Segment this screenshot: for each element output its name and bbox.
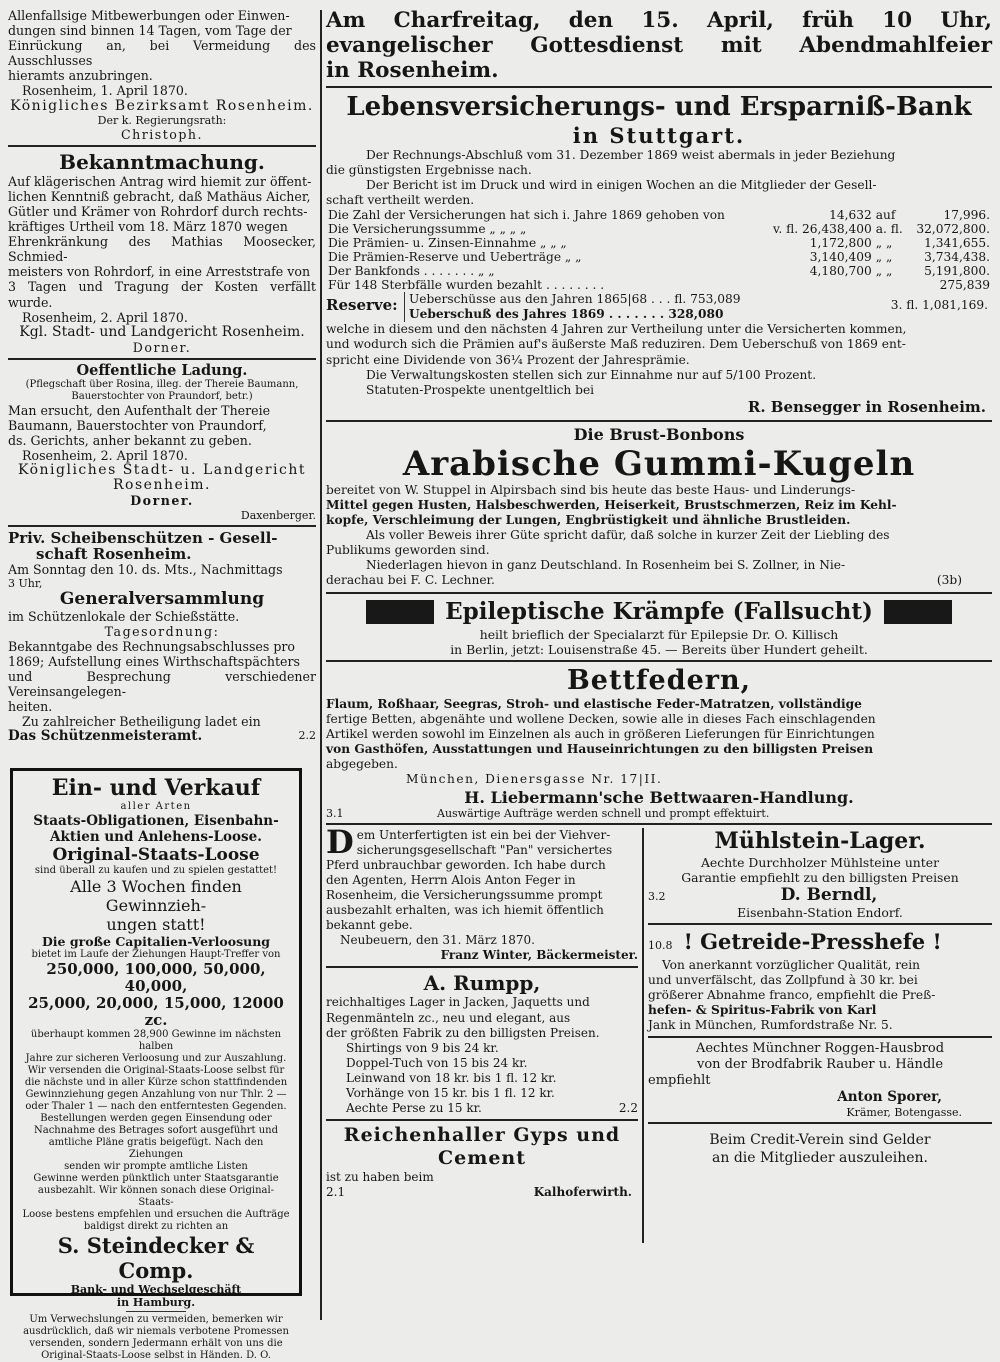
- firm-sub: Bank- und Wechselgeschäft: [70, 1283, 242, 1296]
- authority: Rosenheim.: [113, 477, 211, 494]
- oeffentliche-ladung: [8, 363, 316, 522]
- ad-line: Die große Capitalien-Verloosung: [41, 934, 271, 949]
- body-line: ausbezahlt erhalten, was ich hiemit öffentlich: [326, 903, 604, 918]
- ad-code: 3.1: [326, 806, 344, 820]
- body-line: in Berlin, jetzt: Louisenstraße 45. — Bereits über Hundert geheilt.: [450, 642, 868, 657]
- tail-line: ausdrücklich, daß wir niemals verbotene Promessen: [23, 1326, 289, 1337]
- title-row: [648, 928, 992, 958]
- lower-columns: [326, 822, 992, 1253]
- body-line: Aechte Durchholzer Mühlsteine unter: [700, 854, 940, 870]
- tail-row: [326, 807, 992, 820]
- row-value: 275,839: [939, 278, 990, 293]
- role: Der k. Regierungsrath:: [97, 113, 227, 127]
- body-line: 3 Uhr,: [8, 576, 43, 590]
- body-line: Regenmänteln zc., neu und elegant, aus: [326, 1010, 571, 1025]
- row-label: Für 148 Sterbfälle wurden bezahlt . . . . . . . .: [328, 278, 605, 293]
- body-line: fertige Betten, abgenähte und wollene Decken, sowie alle in dieses Fach einschlagenden: [326, 712, 876, 727]
- row-value: 32,072,800.: [916, 222, 990, 237]
- body-line: Am Sonntag den 10. ds. Mts., Nachmittags: [8, 561, 283, 577]
- seller-row: [326, 1185, 638, 1200]
- ad-code: 2.2: [618, 1101, 638, 1116]
- body-line: Mittel gegen Husten, Halsbeschwerden, Heiserkeit, Brustschmerzen, Reiz im Kehl-: [326, 497, 897, 512]
- divider: [648, 1122, 992, 1124]
- ad-body-line: Bestellungen werden gegen Einsendung oder: [40, 1113, 272, 1124]
- place-date: Rosenheim, 1. April 1870.: [22, 83, 188, 99]
- seller-name: D. Berndl,: [780, 884, 878, 905]
- tail-line: Auswärtige Aufträge werden schnell und prompt effektuirt.: [437, 806, 770, 820]
- row-from: 3,140,409: [809, 250, 872, 265]
- black-bar-right: [884, 600, 952, 624]
- row-to: „ „: [875, 264, 893, 279]
- prize-numbers: 250,000, 100,000, 50,000, 40,000,: [46, 960, 266, 995]
- body-line: den Agenten, Herrn Alois Anton Feger in: [326, 872, 576, 887]
- row-to: „ „: [875, 236, 893, 251]
- row-from: 1,172,800: [809, 236, 872, 251]
- body-line: lichen Kenntniß gebracht, daß Mathäus Aicher,: [8, 188, 311, 204]
- body-line: meisters von Rohrdorf, in eine Arreststrafe von: [8, 264, 311, 280]
- agenda-line: Bekanntgabe des Rechnungsabschlusses pro: [8, 638, 295, 654]
- prize-numbers: 25,000, 20,000, 15,000, 12000 zc.: [28, 994, 284, 1029]
- ad-body-line: oder Thaler 1 — nach den entferntesten Gegenden.: [25, 1101, 287, 1112]
- body-line: ist zu haben beim: [326, 1170, 434, 1185]
- ad-body-line: Loose bestens empfehlen und ersuchen die Aufträge: [22, 1209, 290, 1220]
- agenda-line: und Besprechung verschiedener Vereinsangelegen-: [8, 669, 316, 700]
- gyps-ad: [326, 1124, 638, 1200]
- invite: Zu zahlreicher Betheiligung ladet ein: [22, 714, 261, 730]
- notice-bezirksamt: [8, 8, 316, 142]
- row-label: Die Prämien-Reserve und Ueberträge „ „: [328, 250, 582, 265]
- bank-city: in Stuttgart.: [572, 123, 746, 148]
- ad-line: ungen statt!: [106, 915, 206, 934]
- ad-sub: aller Arten: [120, 801, 192, 812]
- body-line: Flaum, Roßhaar, Seegras, Stroh- und elastische Feder-Matratzen, vollständige: [326, 697, 862, 711]
- body-line: von Gasthöfen, Ausstattungen und Hauseinrichtungen zu den billigsten Preisen: [326, 742, 874, 757]
- body-line: Man ersucht, den Aufenthalt der Thereie: [8, 402, 271, 418]
- divider: [326, 823, 992, 825]
- body-line: von der Brodfabrik Rauber u. Händle: [696, 1057, 944, 1073]
- agent: R. Bensegger in Rosenheim.: [747, 397, 986, 416]
- ad-code: (3b): [936, 573, 962, 588]
- divider: [326, 420, 992, 422]
- ad-code: 2.2: [298, 729, 316, 743]
- ad-code: 10.8: [648, 938, 673, 952]
- ad-code: 2.1: [326, 1185, 346, 1200]
- ad-title: Reichenhaller Gyps und: [343, 1124, 621, 1147]
- body-line: größerer Abnahme franco, empfiehlt die Preß-: [648, 988, 936, 1003]
- ad-line: Staats-Obligationen, Eisenbahn-: [33, 813, 279, 829]
- row-value: 17,996.: [943, 208, 990, 223]
- body-line: kopfe, Verschleimung der Lungen, Engbrüstigkeit und ähnliche Brustleiden.: [326, 513, 851, 528]
- body-line: bekannt gebe.: [326, 918, 413, 933]
- row-label: Die Zahl der Versicherungen hat sich i. Jahre 1869 gehoben von: [328, 208, 725, 223]
- ad-title: Cement: [438, 1147, 526, 1170]
- row-to: „ „: [875, 250, 893, 265]
- body-line: sicherungsgesellschaft "Pan" versichertes: [356, 842, 613, 857]
- row-to: [874, 278, 908, 292]
- body-line: an die Mitglieder auszuleihen.: [712, 1150, 928, 1167]
- row-label: Der Bankfonds . . . . . . . „ „: [328, 264, 495, 279]
- notice-line: Einrückung an, bei Vermeidung des Ausschlusses: [8, 38, 316, 69]
- bettfedern-ad: [326, 665, 992, 820]
- notice-line: Allenfallsige Mitbewerbungen oder Einwen-: [8, 8, 290, 23]
- address: München, Dienersgasse Nr. 17|II.: [406, 772, 663, 787]
- section-title: Bekanntmachung.: [59, 149, 265, 174]
- body-line: die günstigsten Ergebnisse nach.: [326, 163, 532, 178]
- ad-line: Alle 3 Wochen finden Gewinnzieh-: [70, 877, 242, 915]
- body-line: Beim Credit-Verein sind Gelder: [709, 1132, 931, 1149]
- rumpp-ad: [326, 971, 638, 1116]
- firm-name: H. Liebermann'sche Bettwaaren-Handlung.: [464, 787, 854, 807]
- body-line: und unverfälscht, das Zollpfund à 30 kr. bei: [648, 972, 918, 987]
- divider: [8, 525, 316, 527]
- body-line: Der Bericht ist im Druck und wird in einigen Wochen an die Mitglieder der Gesell-: [366, 178, 877, 193]
- reserve-label: Reserve:: [326, 296, 398, 315]
- body-line: Baumann, Bauerstochter von Praundorf,: [8, 417, 267, 433]
- table-row: [326, 264, 992, 278]
- table-row: [326, 250, 992, 264]
- bank-title: Lebensversicherungs- und Ersparniß-Bank: [346, 92, 972, 122]
- body-line: der größten Fabrik zu den billigsten Preisen.: [326, 1025, 600, 1040]
- body-line: Von anerkannt vorzüglicher Qualität, rein: [662, 957, 921, 972]
- body-line: schaft vertheilt werden.: [326, 193, 475, 208]
- schuetzen-notice: [8, 530, 316, 745]
- firm-name: S. Steindecker & Comp.: [57, 1233, 255, 1283]
- divider: [326, 966, 638, 968]
- divider: [326, 86, 992, 88]
- row-label: Die Versicherungssumme „ „ „ „: [328, 222, 527, 237]
- last-item-row: [326, 1101, 638, 1116]
- epilepsie-ad: [326, 597, 992, 658]
- body-line: Als voller Beweis ihrer Güte spricht dafür, daß solche in kurzer Zeit der Liebling des: [366, 528, 890, 543]
- section-title: Oeffentliche Ladung.: [76, 361, 248, 379]
- divider: [8, 358, 316, 360]
- sub-column-divider: [642, 828, 644, 1243]
- last-line: [326, 573, 992, 588]
- row-to: auf: [875, 208, 896, 223]
- divider: [126, 1311, 186, 1312]
- place-date: Rosenheim, 2. April 1870.: [22, 448, 188, 464]
- ad-line: Aktien und Anlehens-Loose.: [50, 829, 262, 845]
- authority: Kgl. Stadt- und Landgericht Rosenheim.: [19, 323, 305, 340]
- row-from: 4,180,700: [809, 264, 872, 279]
- body-line: abgegeben.: [326, 757, 398, 772]
- pan-notice: [326, 822, 638, 964]
- sub-line: (Pflegschaft über Rosina, illeg. der Thereie Baumann,: [25, 378, 299, 390]
- reserve-line: Ueberschüsse aus den Jahren 1865|68 . . . fl. 753,089: [404, 292, 789, 307]
- body-line: und wodurch sich die Prämien auf's äußerste Maß reduziren. Dem Ueberschuß von 1869 ent-: [326, 337, 906, 352]
- body-line: im Schützenlokale der Schießstätte.: [8, 608, 240, 624]
- section-title: Priv. Scheibenschützen - Gesell-: [8, 528, 278, 547]
- ad-code: 3.2: [648, 889, 666, 903]
- lower-left-column: [326, 822, 638, 1201]
- signer-line: [8, 729, 316, 744]
- body-line: Statuten-Prospekte unentgeltlich bei: [366, 382, 595, 397]
- row-value: 3,734,438.: [924, 250, 990, 265]
- divider: [326, 592, 992, 594]
- divider: [8, 145, 316, 147]
- notice-line: evangelischer Gottesdienst mit Abendmahlfeier: [326, 33, 992, 58]
- row-label: Die Prämien- u. Zinsen-Einnahme „ „ „: [328, 236, 567, 251]
- tail-line: versenden, sondern Jedermann erhält von uns die: [29, 1338, 283, 1349]
- divider: [648, 923, 992, 925]
- table-row: [326, 278, 992, 292]
- body-line: Publikums geworden sind.: [326, 543, 490, 558]
- body-line: Auf klägerischen Antrag wird hiemit zur öffent-: [8, 173, 312, 189]
- reserve-total: 3. fl. 1,081,169.: [890, 298, 988, 313]
- body-line: Gütler und Krämer von Rohrdorf durch rechts-: [8, 203, 308, 219]
- seller: Kalhoferwirth.: [533, 1185, 632, 1200]
- authority: Königliches Stadt- u. Landgericht: [18, 462, 306, 479]
- ad-title: Epileptische Krämpfe (Fallsucht): [445, 598, 873, 625]
- price-item: Leinwand von 18 kr. bis 1 fl. 12 kr.: [346, 1070, 557, 1085]
- pre-title: Die Brust-Bonbons: [573, 424, 745, 444]
- row-from: 14,632: [829, 208, 872, 223]
- ad-body-line: überhaupt kommen 28,900 Gewinne im nächsten halben: [30, 1029, 282, 1052]
- row-from: [762, 278, 874, 292]
- ad-body-line: senden wir prompte amtliche Listen: [64, 1161, 248, 1172]
- body-line: kräftiges Urtheil vom 18. März 1870 wegen: [8, 219, 288, 235]
- ad-title: Bettfedern,: [566, 665, 752, 696]
- signer: Das Schützenmeisteramt.: [8, 728, 203, 745]
- body-line: bereitet von W. Stuppel in Alpirsbach sind bis heute das beste Haus- und Linderungs-: [326, 482, 856, 497]
- body-line: em Unterfertigten ist ein bei der Viehver-: [356, 827, 611, 842]
- place-date: Rosenheim, 2. April 1870.: [22, 309, 188, 325]
- ad-headline: Original-Staats-Loose: [52, 845, 260, 865]
- ad-line: sind überall zu kaufen und zu spielen gestattet!: [34, 865, 278, 876]
- row-to: a. fl.: [875, 222, 903, 237]
- body-line: heilt brieflich der Specialarzt für Epilepsie Dr. O. Killisch: [479, 627, 839, 642]
- lower-right-column: [648, 828, 992, 1168]
- ad-title: Arabische Gummi-Kugeln: [402, 443, 916, 484]
- row-from: v. fl. 26,438,400: [772, 222, 872, 237]
- row-value: 5,191,800.: [924, 264, 990, 279]
- body-line: Pferd unbrauchbar geworden. Ich habe durch: [326, 857, 606, 872]
- body-line: Jank in München, Rumfordstraße Nr. 5.: [648, 1018, 893, 1033]
- agenda-line: heiten.: [8, 699, 53, 715]
- ad-title: A. Rumpp,: [423, 971, 541, 996]
- table-row: [326, 208, 992, 222]
- drop-initial: D: [326, 822, 354, 861]
- seller-place: Eisenbahn-Station Endorf.: [737, 904, 903, 920]
- body-line: spricht eine Dividende von 36¼ Prozent der Jahresprämie.: [326, 352, 690, 367]
- table-row: [326, 236, 992, 250]
- section-title: schaft Rosenheim.: [36, 544, 192, 563]
- lottery-ad-box: [10, 768, 302, 1361]
- divider: [326, 660, 992, 662]
- tail-line: Original-Staats-Loose selbst in Händen. D. O.: [41, 1350, 271, 1361]
- body-line: Niederlagen hievon in ganz Deutschland. In Rosenheim bei S. Zollner, in Nie-: [366, 558, 846, 573]
- clerk: Daxenberger.: [240, 508, 316, 522]
- presshefe-ad: [648, 928, 992, 1033]
- signer: Christoph.: [120, 126, 204, 142]
- notice-line: dungen sind binnen 14 Tagen, vom Tage der: [8, 23, 292, 39]
- name-row: [648, 885, 992, 905]
- body-line: Ehrenkränkung des Mathias Moosecker, Schmied-: [8, 234, 316, 265]
- price-item: Vorhänge von 15 kr. bis 1 fl. 12 kr.: [346, 1085, 555, 1100]
- body-line: Der Rechnungs-Abschluß vom 31. Dezember 1869 weist abermals in jeder Beziehung: [366, 148, 896, 162]
- reserve-block: [326, 292, 992, 322]
- ad-line: bietet im Laufe der Ziehungen Haupt-Treffer von: [31, 949, 281, 960]
- divider: [648, 1036, 992, 1038]
- ad-title: ! Getreide-Presshefe !: [683, 928, 942, 954]
- gummi-kugeln-ad: [326, 425, 992, 589]
- body-line: reichhaltiges Lager in Jacken, Jaquetts und: [326, 995, 590, 1010]
- reserve-line: Ueberschuß des Jahres 1869 . . . . . . . 328,080: [404, 307, 789, 322]
- ad-body: [21, 1029, 291, 1233]
- divider: [326, 1119, 638, 1121]
- ad-body-line: Gewinne werden pünktlich unter Staatsgarantie: [33, 1173, 279, 1184]
- place-date: Neubeuern, den 31. März 1870.: [340, 933, 535, 948]
- credit-verein-ad: [648, 1127, 992, 1167]
- notice-line: in Rosenheim.: [326, 58, 499, 83]
- body-line: welche in diesem und den nächsten 4 Jahren zur Vertheilung unter die Versicherten kommen,: [326, 322, 907, 337]
- ad-body-line: Jahre zur sicheren Verloosung und zur Auszahlung.: [25, 1053, 287, 1064]
- ad-title: Mühlstein-Lager.: [714, 827, 926, 854]
- notice-line: hieramts anzubringen.: [8, 68, 153, 84]
- ad-body-line: baldigst direkt zu richten an: [83, 1221, 229, 1232]
- body-line: empfiehlt: [648, 1073, 711, 1089]
- firm-city: in Hamburg.: [116, 1296, 196, 1309]
- price-item: Doppel-Tuch von 15 bis 24 kr.: [346, 1055, 528, 1070]
- sub-line: Bauerstochter von Praundorf, betr.): [71, 390, 253, 402]
- title-row: [326, 597, 992, 628]
- ad-body-line: Gewinnziehung gegen Anzahlung von nur Thlr. 2 —: [25, 1089, 287, 1100]
- ad-body-line: amtliche Pläne gratis beigefügt. Nach den Ziehungen: [48, 1137, 264, 1160]
- bank-ad: [326, 91, 992, 417]
- table-row: [326, 222, 992, 236]
- body-line: derachau bei F. C. Lechner.: [326, 573, 495, 588]
- body-line: Aechtes Münchner Roggen-Hausbrod: [695, 1041, 945, 1057]
- ad-body-line: Nachnahme des Betrages sofort ausgeführt und: [33, 1125, 278, 1136]
- signer-role: Krämer, Botengasse.: [846, 1106, 962, 1120]
- section-heading: Generalversammlung: [59, 588, 265, 609]
- agenda-line: 1869; Aufstellung eines Wirthschaftspächters: [8, 653, 300, 669]
- ad-body-line: Wir versenden die Original-Staats-Loose selbst für: [27, 1065, 285, 1076]
- ad-title: Ein- und Verkauf: [51, 775, 261, 801]
- signer: Franz Winter, Bäckermeister.: [440, 948, 638, 963]
- signer: Anton Sporer,: [837, 1089, 942, 1106]
- body-line: 3 Tagen und Tragung der Kosten verfällt wurde.: [8, 279, 316, 310]
- signer: Dorner.: [130, 493, 194, 509]
- price-item: Shirtings von 9 bis 24 kr.: [346, 1040, 499, 1055]
- body-line: ds. Gerichts, anher bekannt zu geben.: [8, 433, 252, 449]
- row-value: 1,341,655.: [924, 236, 990, 251]
- tail-line: Um Verwechslungen zu vermeiden, bemerken wir: [29, 1314, 283, 1325]
- body-line: hefen- & Spiritus-Fabrik von Karl: [648, 1003, 877, 1018]
- body-line: Artikel werden sowohl im Einzelnen als auch in größeren Lieferungen für Einrichtungen: [326, 727, 875, 742]
- bank-stats-table: [326, 208, 992, 292]
- ad-body-line: ausbezahlt. Wir können sonach diese Original-Staats-: [37, 1185, 275, 1208]
- body-line: Garantie empfiehlt zu den billigsten Preisen: [681, 869, 959, 885]
- signer: Dorner.: [132, 339, 192, 355]
- black-bar-left: [366, 600, 434, 624]
- notice-line: Am Charfreitag, den 15. April, früh 10 Uhr,: [326, 8, 992, 33]
- charfreitag-notice: [326, 8, 992, 83]
- column-divider: [320, 10, 322, 1320]
- body-line: Die Verwaltungskosten stellen sich zur Einnahme nur auf 5/100 Prozent.: [366, 367, 817, 382]
- body-line: Rosenheim, die Versicherungssumme prompt: [326, 887, 603, 902]
- ad-body-line: die nächste und in aller Kürze schon stattfindenden: [24, 1077, 288, 1088]
- right-column: [326, 8, 992, 1320]
- agenda-title: Tagesordnung:: [104, 623, 220, 639]
- price-item: Aechte Perse zu 15 kr.: [346, 1101, 482, 1116]
- hausbrod-ad: [648, 1041, 992, 1119]
- bekanntmachung: [8, 150, 316, 355]
- muehlstein-ad: [648, 828, 992, 920]
- authority: Königliches Bezirksamt Rosenheim.: [10, 97, 314, 114]
